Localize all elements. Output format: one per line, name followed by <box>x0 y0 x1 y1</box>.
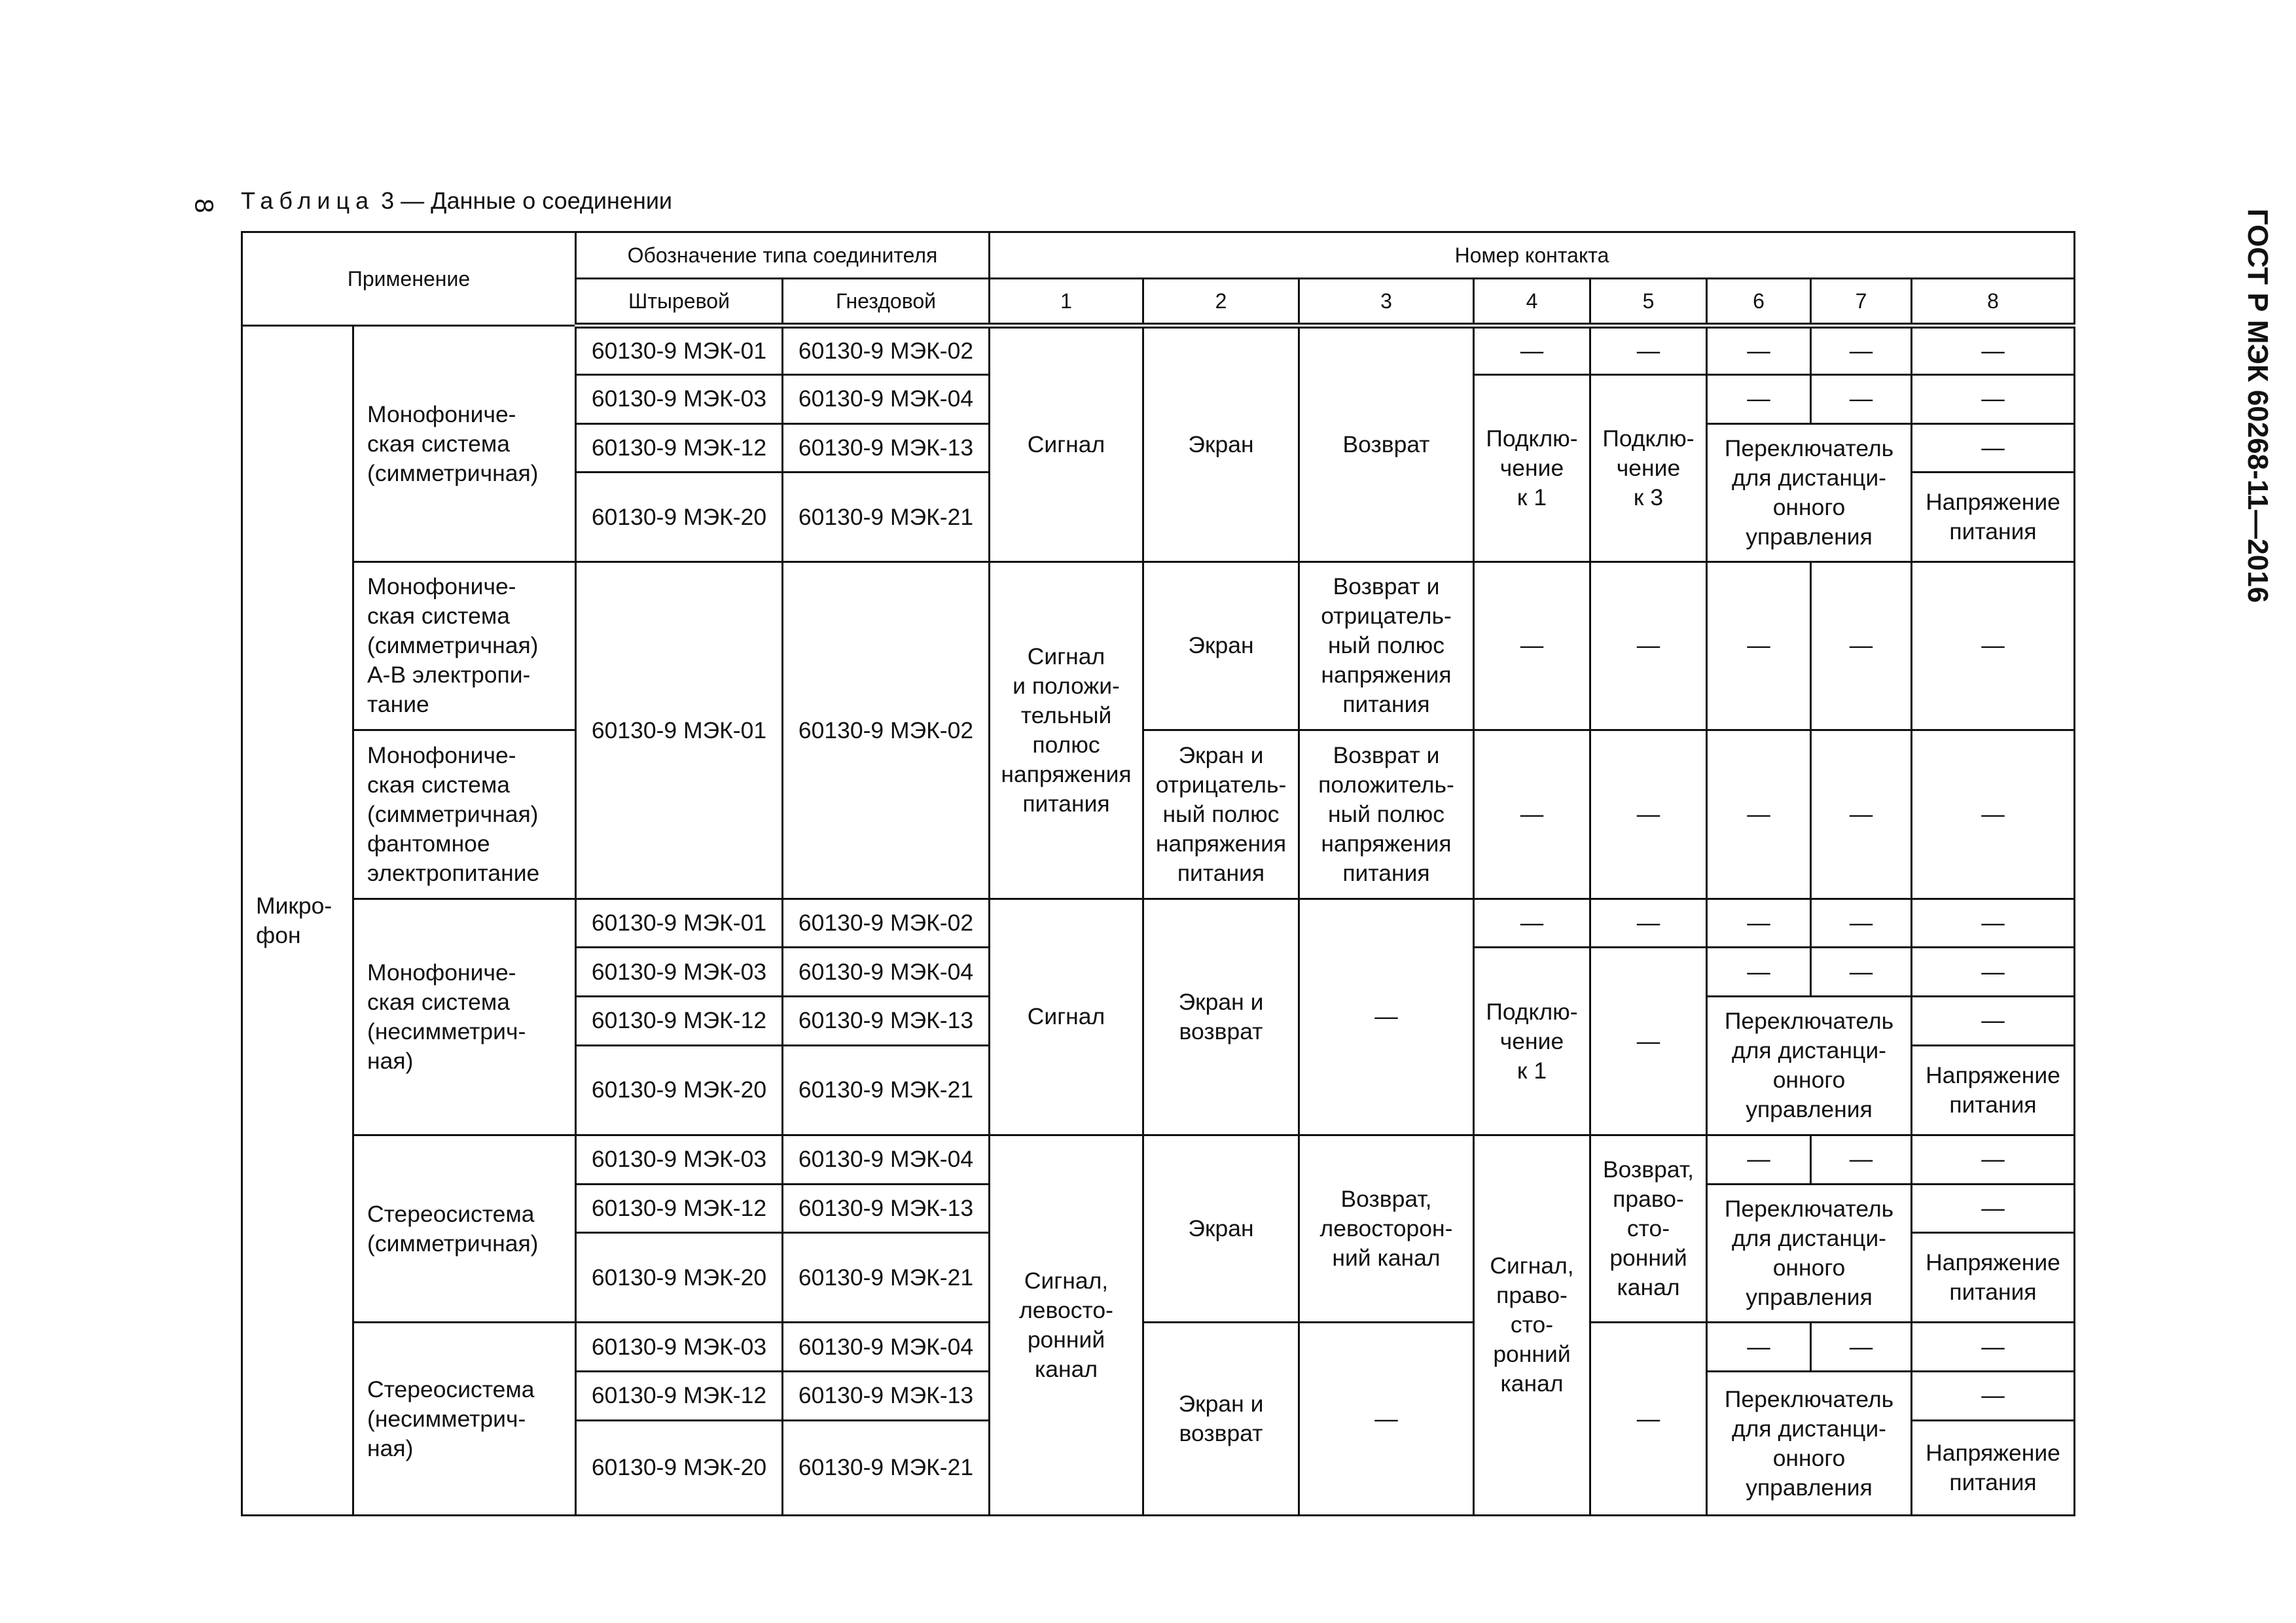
socket-code: 60130-9 МЭК-04 <box>783 1323 990 1372</box>
contact-4-cell: — <box>1474 562 1590 730</box>
contact-3-cell: Возврат и положитель- ный полюс напряжения питания <box>1299 730 1474 899</box>
standard-number: ГОСТ Р МЭК 60268-11—2016 <box>2242 208 2274 603</box>
contact-2-cell: Экран <box>1143 326 1299 562</box>
contact-3-cell: Возврат и отрицатель- ный полюс напряжения питания <box>1299 562 1474 730</box>
contact-8-cell: Напряжение питания <box>1912 473 2075 562</box>
application-microphone: Микро- фон <box>242 326 353 1516</box>
contact-7-cell: — <box>1811 730 1912 899</box>
contact-3-cell: — <box>1299 1323 1474 1516</box>
pin-code: 60130-9 МЭК-03 <box>576 1323 783 1372</box>
contact-8-cell: — <box>1912 423 2075 473</box>
application-stereo-symmetric: Стереосистема (симметричная) <box>353 1135 576 1322</box>
contact-5-cell: — <box>1590 326 1707 375</box>
table-row <box>242 1323 2075 1372</box>
socket-code: 60130-9 МЭК-04 <box>783 948 990 997</box>
pin-code: 60130-9 МЭК-12 <box>576 997 783 1046</box>
contact-1-cell: Сигнал, левосто- ронний канал <box>990 1135 1143 1515</box>
socket-code: 60130-9 МЭК-21 <box>783 1233 990 1323</box>
socket-code: 60130-9 МЭК-13 <box>783 1372 990 1421</box>
pin-code: 60130-9 МЭК-20 <box>576 1233 783 1323</box>
contact-4-cell: — <box>1474 326 1590 375</box>
socket-code: 60130-9 МЭК-13 <box>783 997 990 1046</box>
table-row <box>242 730 2075 899</box>
header-row-1 <box>242 232 2075 279</box>
contact-7-cell: — <box>1811 562 1912 730</box>
contact-6-cell: — <box>1707 374 1811 423</box>
contact-3-cell: Возврат <box>1299 326 1474 562</box>
contact-6-7-cell: Переключатель для дистанци- онного управления <box>1707 1372 1912 1516</box>
contact-1-cell: Сигнал и положи- тельный полюс напряжения питания <box>990 562 1143 899</box>
pin-code: 60130-9 МЭК-12 <box>576 1372 783 1421</box>
contact-8-cell: — <box>1912 326 2075 375</box>
contact-6-cell: — <box>1707 562 1811 730</box>
contact-6-cell: — <box>1707 899 1811 948</box>
contact-7-cell: — <box>1811 1135 1912 1184</box>
header-pin: Штыревой <box>576 278 783 326</box>
contact-4-cell: Подклю- чение к 1 <box>1474 948 1590 1135</box>
pin-code: 60130-9 МЭК-12 <box>576 423 783 473</box>
contact-5-cell: — <box>1590 1323 1707 1516</box>
application-mono-ab-power: Монофониче- ская система (симметричная) А-В электропи- тание <box>353 562 576 730</box>
table-row <box>242 899 2075 948</box>
contact-8-cell: — <box>1912 730 2075 899</box>
page-number: 8 <box>189 198 219 213</box>
contact-6-cell: — <box>1707 1323 1811 1372</box>
header-contact-3: 3 <box>1299 278 1474 326</box>
contact-1-cell: Сигнал <box>990 899 1143 1135</box>
table-row <box>242 1135 2075 1184</box>
contact-7-cell: — <box>1811 899 1912 948</box>
contact-2-cell: Экран <box>1143 562 1299 730</box>
socket-code: 60130-9 МЭК-21 <box>783 473 990 562</box>
socket-code: 60130-9 МЭК-13 <box>783 1184 990 1233</box>
caption-prefix: Таблица <box>241 187 375 214</box>
contact-4-cell: Подклю- чение к 1 <box>1474 374 1590 562</box>
contact-8-cell: Напряжение питания <box>1912 1420 2075 1515</box>
contact-6-cell: — <box>1707 1135 1811 1184</box>
contact-2-cell: Экран <box>1143 1135 1299 1322</box>
contact-5-cell: — <box>1590 948 1707 1135</box>
contact-8-cell: — <box>1912 948 2075 997</box>
contact-5-cell: — <box>1590 899 1707 948</box>
contact-7-cell: — <box>1811 326 1912 375</box>
contact-2-cell: Экран и отрицатель- ный полюс напряжения питания <box>1143 730 1299 899</box>
socket-code: 60130-9 МЭК-21 <box>783 1045 990 1135</box>
socket-code: 60130-9 МЭК-21 <box>783 1420 990 1515</box>
contact-5-cell: Возврат, право- сто- ронний канал <box>1590 1135 1707 1322</box>
socket-code: 60130-9 МЭК-02 <box>783 899 990 948</box>
contact-6-7-cell: Переключатель для дистанци- онного управления <box>1707 423 1912 562</box>
contact-7-cell: — <box>1811 948 1912 997</box>
socket-code: 60130-9 МЭК-04 <box>783 374 990 423</box>
pin-code: 60130-9 МЭК-01 <box>576 326 783 375</box>
contact-1-cell: Сигнал <box>990 326 1143 562</box>
pin-code: 60130-9 МЭК-12 <box>576 1184 783 1233</box>
table-row <box>242 562 2075 730</box>
header-contact-7: 7 <box>1811 278 1912 326</box>
pin-code: 60130-9 МЭК-20 <box>576 473 783 562</box>
application-mono-phantom-power: Монофониче- ская система (симметричная) фантомное электропитание <box>353 730 576 899</box>
socket-code: 60130-9 МЭК-02 <box>783 562 990 899</box>
header-connector-type: Обозначение типа соединителя <box>576 232 990 279</box>
contact-4-cell: — <box>1474 730 1590 899</box>
contact-8-cell: — <box>1912 1184 2075 1233</box>
contact-8-cell: — <box>1912 1323 2075 1372</box>
contact-3-cell: — <box>1299 899 1474 1135</box>
caption-text: 3 — Данные о соединении <box>374 187 673 214</box>
contact-6-7-cell: Переключатель для дистанци- онного управления <box>1707 997 1912 1135</box>
contact-8-cell: — <box>1912 374 2075 423</box>
header-contact-2: 2 <box>1143 278 1299 326</box>
header-application: Применение <box>242 232 576 326</box>
contact-6-cell: — <box>1707 948 1811 997</box>
pin-code: 60130-9 МЭК-03 <box>576 374 783 423</box>
contact-2-cell: Экран и возврат <box>1143 1323 1299 1516</box>
contact-8-cell: Напряжение питания <box>1912 1045 2075 1135</box>
pin-code: 60130-9 МЭК-03 <box>576 948 783 997</box>
header-contact-5: 5 <box>1590 278 1707 326</box>
contact-7-cell: — <box>1811 1323 1912 1372</box>
contact-8-cell: Напряжение питания <box>1912 1233 2075 1323</box>
contact-5-cell: Подклю- чение к 3 <box>1590 374 1707 562</box>
contact-3-cell: Возврат, левосторон- ний канал <box>1299 1135 1474 1322</box>
table-caption <box>241 187 672 215</box>
contact-8-cell: — <box>1912 899 2075 948</box>
contact-7-cell: — <box>1811 374 1912 423</box>
header-contact-6: 6 <box>1707 278 1811 326</box>
pin-code: 60130-9 МЭК-01 <box>576 899 783 948</box>
pin-code: 60130-9 МЭК-20 <box>576 1420 783 1515</box>
contact-8-cell: — <box>1912 997 2075 1046</box>
application-mono-symmetric: Монофониче- ская система (симметричная) <box>353 326 576 562</box>
header-contact-1: 1 <box>990 278 1143 326</box>
header-socket: Гнездовой <box>783 278 990 326</box>
pin-code: 60130-9 МЭК-01 <box>576 562 783 899</box>
socket-code: 60130-9 МЭК-04 <box>783 1135 990 1184</box>
table-row <box>242 326 2075 375</box>
contact-4-cell: — <box>1474 899 1590 948</box>
header-contact-8: 8 <box>1912 278 2075 326</box>
pin-code: 60130-9 МЭК-20 <box>576 1045 783 1135</box>
contact-8-cell: — <box>1912 1372 2075 1421</box>
contact-6-7-cell: Переключатель для дистанци- онного управления <box>1707 1184 1912 1323</box>
contact-8-cell: — <box>1912 562 2075 730</box>
socket-code: 60130-9 МЭК-02 <box>783 326 990 375</box>
header-contact-number: Номер контакта <box>990 232 2075 279</box>
connection-data-table <box>241 231 2075 1516</box>
contact-4-cell: Сигнал, право- сто- ронний канал <box>1474 1135 1590 1515</box>
pin-code: 60130-9 МЭК-03 <box>576 1135 783 1184</box>
application-mono-unsymmetric: Монофониче- ская система (несимметрич- ная) <box>353 899 576 1135</box>
contact-6-cell: — <box>1707 730 1811 899</box>
contact-2-cell: Экран и возврат <box>1143 899 1299 1135</box>
application-stereo-unsymmetric: Стереосистема (несимметрич- ная) <box>353 1323 576 1516</box>
socket-code: 60130-9 МЭК-13 <box>783 423 990 473</box>
contact-8-cell: — <box>1912 1135 2075 1184</box>
contact-5-cell: — <box>1590 730 1707 899</box>
header-contact-4: 4 <box>1474 278 1590 326</box>
contact-5-cell: — <box>1590 562 1707 730</box>
contact-6-cell: — <box>1707 326 1811 375</box>
